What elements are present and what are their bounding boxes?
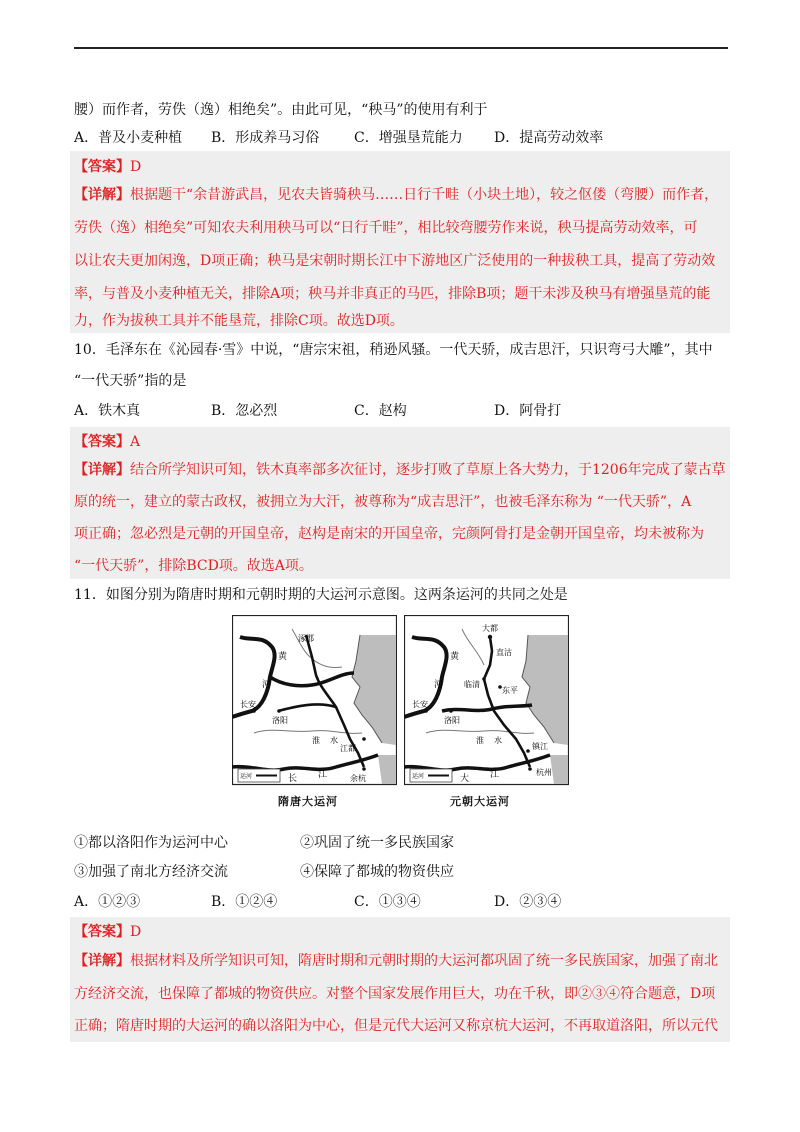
detail-tag: 【详解】 (74, 187, 130, 203)
label-shui: 水 (330, 736, 338, 745)
q9-option-b: B．形成养马习俗 (211, 130, 320, 146)
label-huai: 淮 (476, 736, 484, 745)
label-luoyang: 洛阳 (444, 716, 460, 725)
label-jiang: 江 (318, 770, 328, 780)
q10-answer (74, 432, 140, 452)
label-da: 大 (460, 774, 470, 784)
answer-tag: 【答案】 (74, 434, 130, 450)
label-luoyang: 洛阳 (272, 716, 288, 725)
answer-tag: 【答案】 (74, 924, 130, 940)
label-hangzhou: 杭州 (536, 768, 552, 777)
map-yuan (404, 615, 569, 819)
q9-detail-line (74, 185, 718, 205)
label-dongping: 东平 (502, 686, 518, 695)
label-he: 河 (434, 680, 444, 690)
q9-option-c: C．增强垦荒能力 (354, 130, 463, 146)
detail-text: 结合所学知识可知，铁木真率部多次征讨，逐步打败了草原上各大势力，于1206年完成了蒙古草 (130, 462, 726, 478)
q9-detail-line: 力，作为拔秧工具并不能垦荒，排除C项。故选D项。 (74, 313, 404, 329)
q10-option-b: B．忽必烈 (211, 403, 278, 419)
q9-option-a: A．普及小麦种植 (74, 130, 183, 146)
q11-detail-line (74, 951, 718, 971)
detail-text: 根据题干“余昔游武昌，见农夫皆骑秧马……日行千畦（小块土地），较之伛偻（弯腰）而作者， (130, 187, 719, 203)
map-yuan-caption: 元朝大运河 (450, 795, 510, 808)
q9-detail-line: 率，与普及小麦种植无关，排除A项；秧马并非真正的马匹，排除B项；题干未涉及秧马有增强垦荒的能 (74, 286, 711, 302)
answer-value: D (130, 159, 142, 175)
label-dadu: 大都 (482, 624, 498, 633)
q9-stem-tail: 腰）而作者，劳佚（逸）相绝矣”。由此可见，“秧马”的使用有利于 (74, 102, 488, 118)
q11-option-a: A．①②③ (74, 894, 141, 910)
statement-4: ④保障了都城的物资供应 (300, 864, 454, 880)
label-he: 河 (262, 680, 272, 690)
label-changan: 长安 (412, 700, 428, 709)
label-huang: 黄 (450, 652, 460, 662)
detail-tag: 【详解】 (74, 462, 130, 478)
q9-option-d: D．提高劳动效率 (494, 130, 604, 146)
label-huang: 黄 (278, 652, 288, 662)
label-jiang: 江 (490, 770, 500, 780)
label-linqing: 临清 (464, 680, 480, 689)
statement-1: ①都以洛阳作为运河中心 (74, 835, 228, 851)
header-rule (74, 47, 728, 49)
label-yuhang: 余杭 (350, 774, 366, 783)
answer-value: D (130, 924, 142, 940)
q10-stem: “一代天骄”指的是 (74, 373, 187, 389)
label-zhigu: 直沽 (496, 648, 512, 657)
q10-option-a: A．铁木真 (74, 403, 141, 419)
q11-detail-line: 方经济交流，也保障了都城的物资供应。对整个国家发展作用巨大，功在千秋，即②③④符合题意，D项 (74, 986, 716, 1002)
detail-text: 根据材料及所学知识可知，隋唐时期和元朝时期的大运河都巩固了统一多民族国家，加强了南北 (130, 953, 718, 969)
legend-label: 运河 (412, 773, 425, 780)
q9-detail-line: 以让农夫更加闲逸，D项正确；秧马是宋朝时期长江中下游地区广泛使用的一种拔秧工具，提高了劳动效 (74, 253, 716, 269)
label-huai: 淮 (312, 736, 320, 745)
q10-detail-line: 原的统一，建立的蒙古政权，被拥立为大汗，被尊称为“成吉思汗”，也被毛泽东称为 “一代天骄”，A (74, 494, 692, 510)
q10-option-d: D．阿骨打 (494, 403, 562, 419)
q11-stem: 11．如图分别为隋唐时期和元朝时期的大运河示意图。这两条运河的共同之处是 (74, 587, 568, 603)
q11-answer (74, 922, 141, 942)
map-sui-tang (232, 615, 397, 819)
q9-answer (74, 157, 141, 177)
q10-detail-line: “一代天骄”，排除BCD项。故选A项。 (74, 558, 313, 574)
answer-value: A (130, 434, 141, 450)
q11-option-b: B．①②④ (211, 894, 278, 910)
q10-detail-line (74, 460, 726, 480)
legend-label: 运河 (240, 773, 253, 780)
q9-detail-line: 劳佚（逸）相绝矣”可知农夫利用秧马可以“日行千畦”，相比较弯腰劳作来说，秧马提高劳动效率，可 (74, 220, 698, 236)
label-zhenjiang: 镇江 (532, 742, 548, 751)
q10-detail-line: 项正确；忽必烈是元朝的开国皇帝，赵构是南宋的开国皇帝，完颜阿骨打是金朝开国皇帝，均未被称为 (74, 526, 704, 542)
map-yuan-drawing (404, 615, 569, 815)
q9-explanation-box (70, 151, 730, 333)
label-changan: 长安 (240, 700, 256, 709)
q11-option-c: C．①③④ (354, 894, 421, 910)
map-sui-tang-caption: 隋唐大运河 (278, 795, 338, 808)
label-shui: 水 (494, 736, 502, 745)
label-chang: 长 (288, 774, 298, 784)
q11-detail-line: 正确；隋唐时期的大运河的确以洛阳为中心，但是元代大运河又称京杭大运河，不再取道洛阳，所以元代 (74, 1018, 718, 1034)
label-zhuojun: 涿郡 (298, 634, 314, 643)
detail-tag: 【详解】 (74, 953, 130, 969)
q10-stem: 10．毛泽东在《沁园春·雪》中说，“唐宗宋祖，稍逊风骚。一代天骄，成吉思汗，只识弯弓大雕”，其中 (74, 342, 713, 358)
q10-option-c: C．赵构 (354, 403, 407, 419)
label-jiangdu: 江都 (340, 744, 356, 753)
statement-2: ②巩固了统一多民族国家 (300, 835, 454, 851)
statement-3: ③加强了南北方经济交流 (74, 864, 228, 880)
answer-tag: 【答案】 (74, 159, 130, 175)
map-sui-tang-drawing (232, 615, 397, 815)
q11-option-d: D．②③④ (494, 894, 562, 910)
